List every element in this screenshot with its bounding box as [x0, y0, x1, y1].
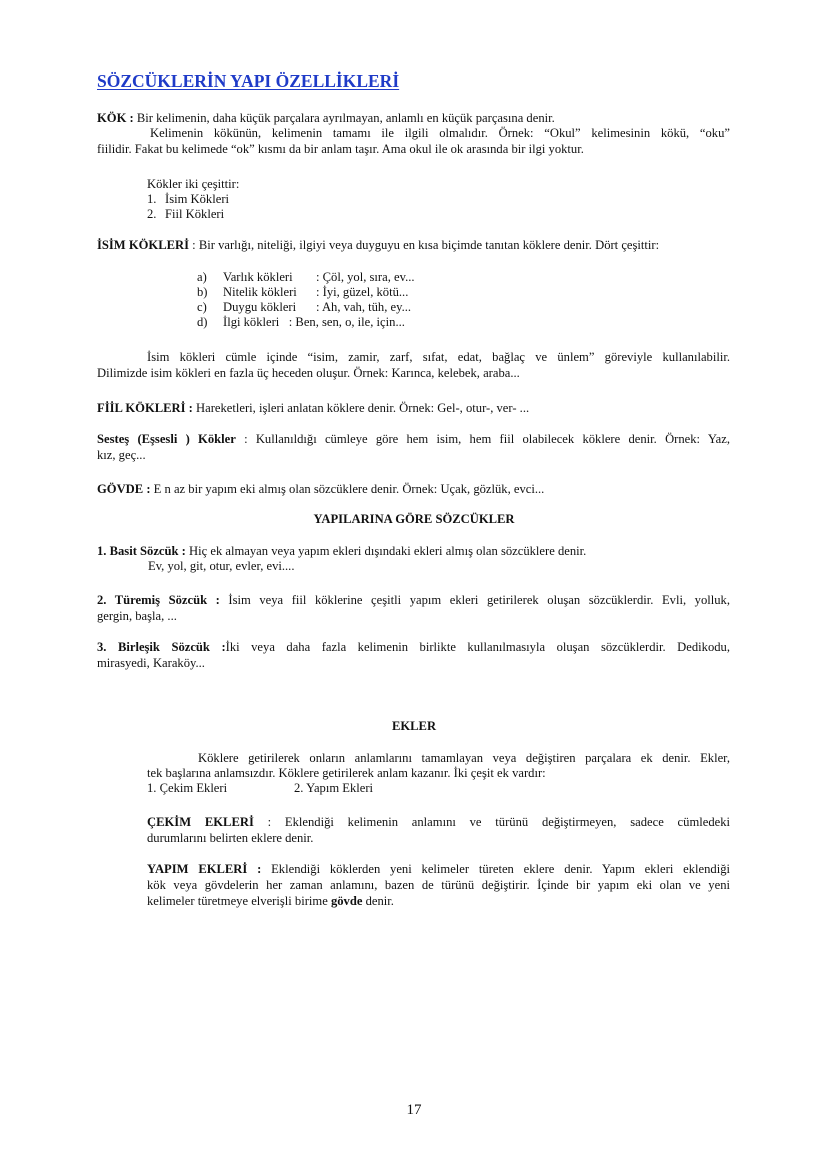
ekler-line1: Köklere getirilerek onların anlamlarını tamamlayan veya değiştiren parçalara ek denir. Ekler, — [198, 751, 730, 765]
yapim-ekleri-label: YAPIM EKLERİ : — [147, 862, 262, 876]
isim-kok-item: d) İlgi kökleri : Ben, sen, o, ile, için... — [197, 315, 405, 329]
fiil-kokleri-label: FİİL KÖKLERİ : — [97, 401, 193, 415]
kok-type-item: 1. İsim Kökleri — [147, 192, 230, 206]
section-heading-yapilarina: YAPILARINA GÖRE SÖZCÜKLER — [313, 512, 515, 526]
yapim-ekleri-definition: YAPIM EKLERİ : Eklendiği köklerden yeni kelimeler türeten eklere denir. Yapım ekleri eklendiği — [147, 862, 730, 876]
isim-kokleri-para-line1: İsim kökleri cümle içinde “isim, zamir, zarf, sıfat, edat, bağlaç ve ünlem” göreviyle kullanılabilir. — [147, 350, 730, 364]
kok-line3: fiilidir. Fakat bu kelimede “ok” kısmı da bir anlam taşır. Ama okul ile ok arasında bir ilgi yoktur. — [97, 142, 584, 156]
kok-type-item: 2. Fiil Kökleri — [147, 207, 225, 221]
kok-line1: Bir kelimenin, daha küçük parçalara ayrılmayan, anlamlı en küçük parçasına denir. — [136, 111, 555, 125]
sestes-label: Sesteş (Eşsesli ) Kökler — [97, 432, 236, 446]
kok-line2: Kelimenin kökünün, kelimenin tamamı ile ilgili olmalıdır. Örnek: “Okul” kelimesinin kökü, “oku” — [150, 126, 730, 140]
page-number: 17 — [406, 1102, 422, 1118]
kok-types-intro: Kökler iki çeşittir: — [147, 177, 240, 191]
isim-kok-item: b) Nitelik kökleri : İyi, güzel, kötü... — [197, 285, 409, 299]
sozcuk-type-turemis: 2. Türemiş Sözcük : İsim veya fiil köklerine çeşitli yapım ekleri getirilerek oluşan sözcüklerdir. Evli, yolluk, — [97, 593, 731, 607]
sestes-definition-line1: Sesteş (Eşsesli ) Kökler : Kullanıldığı cümleye göre hem isim, hem fiil olabilecek köklere denir. Örnek: Yaz, — [97, 432, 730, 446]
govde-definition: GÖVDE : E n az bir yapım eki almış olan sözcüklere denir. Örnek: Uçak, gözlük, evci... — [97, 482, 545, 496]
fiil-kokleri-definition: FİİL KÖKLERİ : Hareketleri, işleri anlatan köklere denir. Örnek: Gel-, otur-, ver- ... — [97, 401, 530, 415]
sozcuk-type-basit-examples: Ev, yol, git, otur, evler, evi.... — [148, 559, 295, 573]
isim-kok-item: c) Duygu kökleri : Ah, vah, tüh, ey... — [197, 300, 412, 314]
kok-label: KÖK : — [97, 111, 134, 125]
sozcuk-type-birlesik: 3. Birleşik Sözcük :İki veya daha fazla kelimenin birlikte kullanılmasıyla oluşan sözcüklerdir. Dedikodu, — [97, 640, 730, 654]
govde-term: gövde — [330, 894, 363, 908]
isim-kok-item: a) Varlık kökleri : Çöl, yol, sıra, ev... — [197, 270, 415, 284]
yapim-ekleri-line2: kök veya gövdelerin her zaman anlamını, bazen de türünü değiştirir. İçinde bir yapım eki olan ve yeni — [147, 878, 730, 892]
sestes-line2: kız, geç... — [97, 448, 146, 462]
page-title: SÖZCÜKLERİN YAPI ÖZELLİKLERİ — [97, 71, 400, 91]
cekim-ekleri-definition: ÇEKİM EKLERİ : Eklendiği kelimenin anlamını ve türünü değiştirmeyen, sadece cümledeki — [147, 815, 731, 829]
sozcuk-type-turemis-examples: gergin, başla, ... — [97, 609, 177, 623]
ekler-types: 1. Çekim Ekleri 2. Yapım Ekleri — [147, 781, 374, 795]
section-heading-ekler: EKLER — [391, 719, 437, 733]
cekim-ekleri-line2: durumlarını belirten eklere denir. — [147, 831, 314, 845]
sozcuk-type-basit: 1. Basit Sözcük : Hiç ek almayan veya yapım ekleri dışındaki ekleri almış olan sözcüklere denir. — [97, 544, 587, 558]
cekim-ekleri-label: ÇEKİM EKLERİ — [147, 815, 254, 829]
govde-label: GÖVDE : — [97, 482, 151, 496]
isim-kokleri-definition: İSİM KÖKLERİ : Bir varlığı, niteliği, ilgiyi veya duyguyu en kısa biçimde tanıtan köklere denir. Dört çeşittir: — [97, 238, 660, 252]
ekler-line2: tek başlarına anlamsızdır. Köklere getirilerek anlam kazanır. İki çeşit ek vardır: — [147, 766, 546, 780]
yapim-ekleri-line3: kelimeler türetmeye elverişli birime gövde denir. — [147, 894, 394, 908]
isim-kokleri-label: İSİM KÖKLERİ — [97, 238, 190, 252]
sozcuk-type-birlesik-examples: mirasyedi, Karaköy... — [97, 656, 205, 670]
isim-kokleri-para-line2: Dilimizde isim kökleri en fazla üç heceden oluşur. Örnek: Karınca, kelebek, araba... — [97, 366, 520, 380]
kok-definition — [97, 111, 555, 126]
